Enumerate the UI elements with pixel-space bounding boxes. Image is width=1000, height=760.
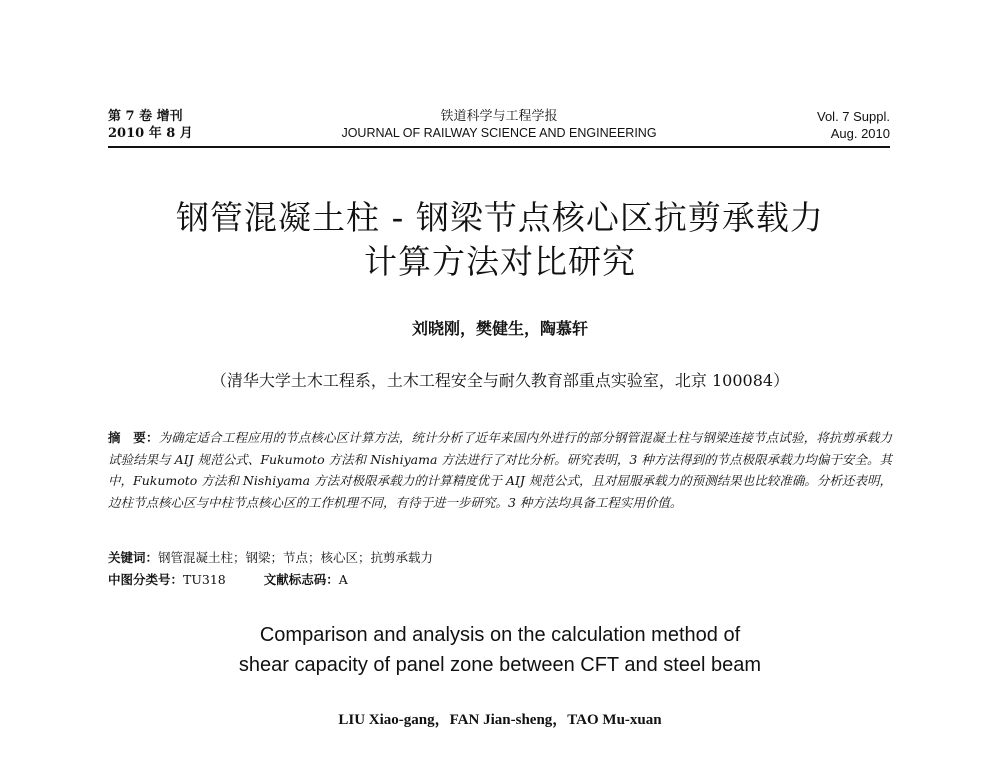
paper-title-en [0,620,1000,680]
abstract [108,427,892,513]
affiliation-cn: （清华大学土木工程系，土木工程安全与耐久教育部重点实验室，北京 100084） [210,371,790,390]
publication-date-en: Aug. 2010 [830,126,890,141]
keywords-label: 关键词： [108,550,159,565]
volume-supplement: 第 7 卷 增刊 [108,109,183,124]
authors-en: LIU Xiao-gang，FAN Jian-sheng，TAO Mu-xuan [338,712,662,728]
issue-info-en [817,108,890,142]
volume-supplement-en: Vol. 7 Suppl. [817,109,890,124]
journal-name-cn: 铁道科学与工程学报 [440,109,558,124]
paper-title-cn-line1: 钢管混凝土柱 - 钢梁节点核心区抗剪承载力 [176,198,824,237]
running-header [108,108,890,148]
doc-code-label: 文献标志码： [263,572,339,587]
paper-title-cn [0,196,1000,284]
paper-title-en-line2: shear capacity of panel zone between CFT and steel beam [238,654,762,676]
clc-value: TU318 [183,572,226,587]
paper-title-cn-line2: 计算方法对比研究 [364,242,636,281]
abstract-text: 为确定适合工程应用的节点核心区计算方法，统计分析了近年来国内外进行的部分钢管混凝土柱与钢梁连接节点试验，将抗剪承载力试验结果与 AIJ 规范公式、Fukumoto 方法和 Nishiyama 方法进行了对比分析。研究表明，3 种方法得到的节点极限承载力均偏于安全。其中，Fukumoto 方法和 Nishiyama 方法对极限承载力的计算精度优于 AIJ 规范公式，且对屈服承载力的预测结果也比较准确。分析还表明，边柱节点核心区与中柱节点核心区的工作机理不同，有待于进一步研究。3 种方法均具备工程实用价值。 [108,430,892,510]
doc-code-value: A [338,572,348,587]
journal-name [108,108,890,142]
journal-name-en: JOURNAL OF RAILWAY SCIENCE AND ENGINEERING [341,126,657,140]
publication-date-cn: 2010 年 8 月 [108,126,193,141]
classification [108,570,892,590]
abstract-label: 摘 要： [108,430,159,445]
authors-cn: 刘晓刚，樊健生，陶慕轩 [411,319,588,338]
keywords-text: 钢管混凝土柱；钢梁；节点；核心区；抗剪承载力 [158,550,434,565]
paper-title-en-line1: Comparison and analysis on the calculation method of [259,624,741,646]
keywords [108,548,892,568]
clc-label: 中图分类号： [108,572,184,587]
